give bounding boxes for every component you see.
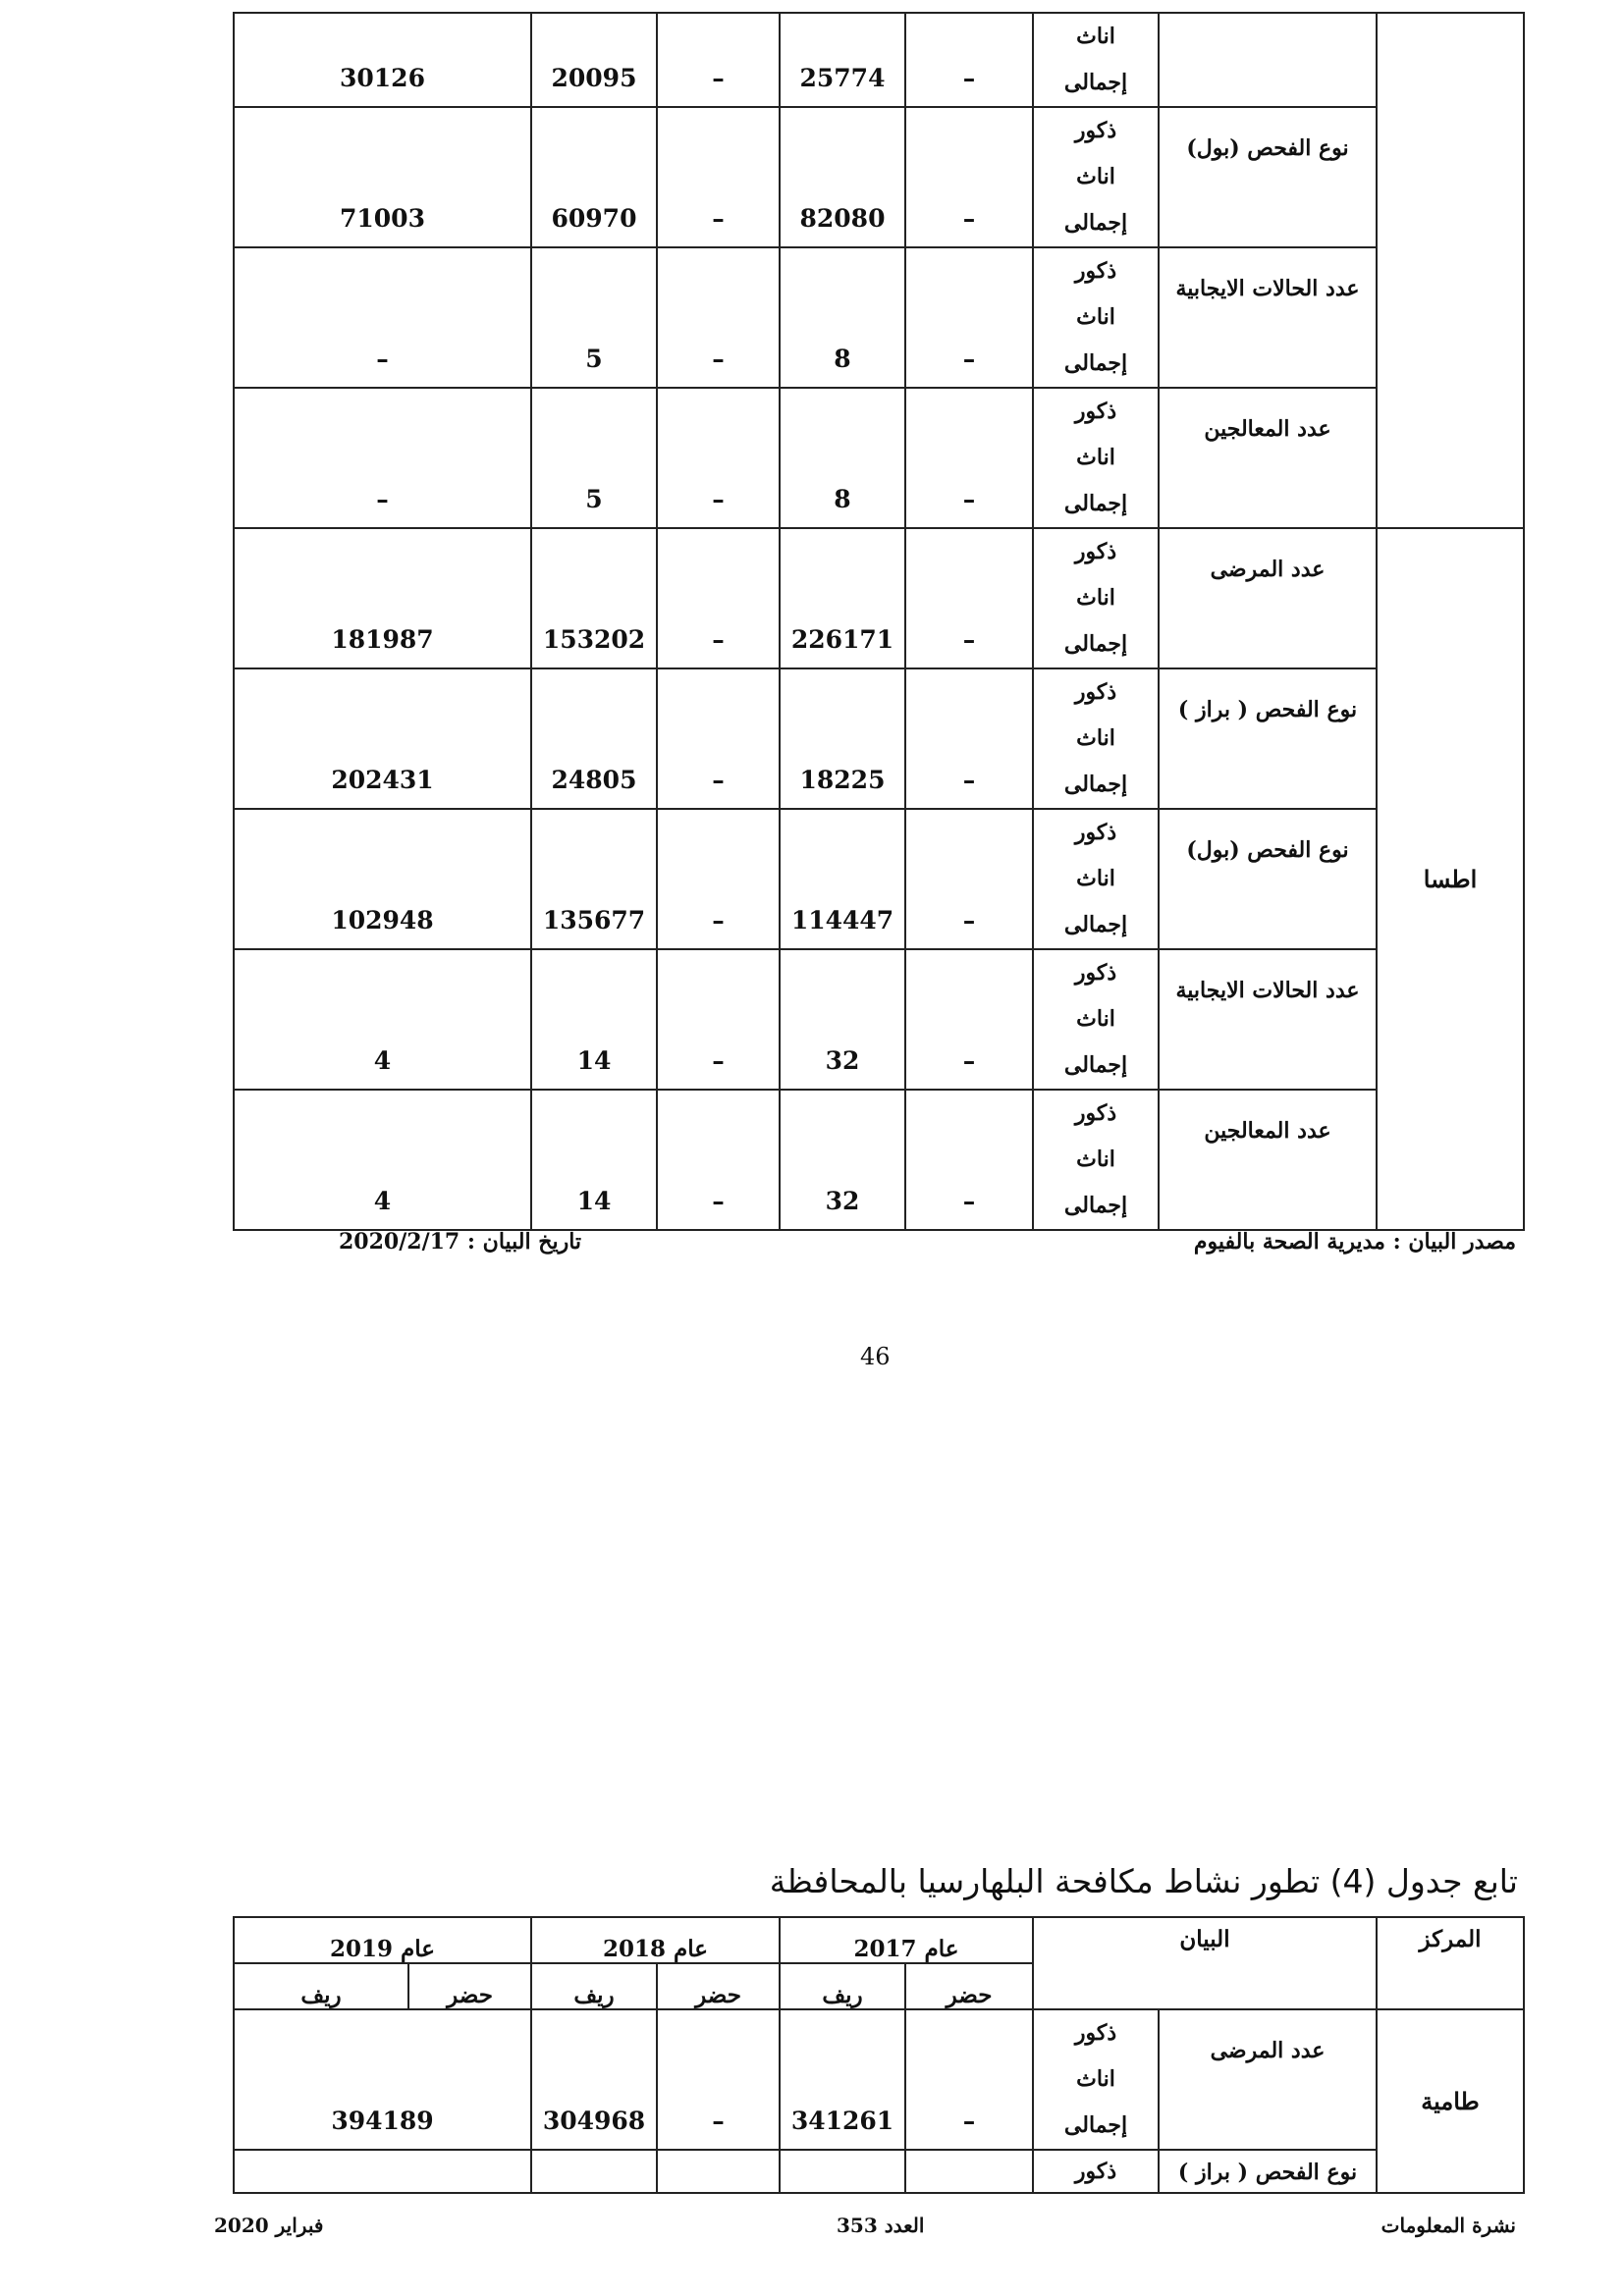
table-row [234,1090,1524,1230]
value-cell: – [657,1090,780,1230]
gender-label: اناث [1076,445,1115,470]
row-desc: نوع الفحص (بول) [1159,107,1377,247]
gender-label: إجمالى [1063,772,1128,797]
gender-label: اناث [1076,304,1115,330]
value-cell: – [905,809,1033,949]
row-desc: عدد المعالجين [1159,388,1377,528]
row-desc [1159,13,1377,107]
bottom-data-table [233,1916,1525,2194]
gender-labels [1033,1090,1159,1230]
value-cell: 24805 [531,668,657,809]
row-desc: نوع الفحص (بول) [1159,809,1377,949]
footer-issue: العدد 353 [837,2214,925,2237]
value-cell: 30126 [234,13,531,107]
value-cell: 226171 [780,528,905,668]
value-cell: 181987 [234,528,531,668]
gender-labels [1033,528,1159,668]
value-cell: – [905,1090,1033,1230]
table-row [234,668,1524,809]
gender-label: اناث [1076,24,1115,49]
table-row [234,528,1524,668]
value-cell: – [905,388,1033,528]
gender-label: اناث [1076,866,1115,891]
header-year-2018: عام 2018 [531,1917,780,1963]
gender-male: ذكور [1033,2150,1159,2193]
header-rural-2017: ريف [780,1963,905,2009]
value-cell: – [905,949,1033,1090]
value-cell: 135677 [531,809,657,949]
footer-bulletin: نشرة المعلومات [1380,2214,1516,2237]
gender-male: ذكور [1074,2020,1117,2046]
gender-label: إجمالى [1063,631,1128,657]
top-data-table [233,12,1525,1231]
gender-labels [1033,949,1159,1090]
gender-label: إجمالى [1063,1193,1128,1218]
center-cell-continued [1377,13,1524,528]
row-desc: عدد الحالات الايجابية [1159,949,1377,1090]
value-cell: 394189 [234,2009,531,2150]
row-desc: عدد الحالات الايجابية [1159,247,1377,388]
gender-labels [1033,107,1159,247]
gender-label: ذكور [1074,118,1117,143]
value-cell: 32 [780,949,905,1090]
value-cell: – [657,388,780,528]
footer-date: فبراير 2020 [214,2214,324,2237]
value-cell: – [657,528,780,668]
header-rural-2018: ريف [531,1963,657,2009]
value-cell: 341261 [780,2009,905,2150]
value-cell: 114447 [780,809,905,949]
value-cell: 4 [234,949,531,1090]
value-cell: 5 [531,388,657,528]
table-row [234,949,1524,1090]
center-etsa: اطسا [1377,528,1524,1230]
gender-total: إجمالى [1063,2112,1128,2138]
value-cell: 202431 [234,668,531,809]
source-note: مصدر البيان : مديرية الصحة بالفيوم [1193,1229,1516,1255]
header-rural-2019: ريف [234,1963,408,2009]
gender-label: اناث [1076,1006,1115,1032]
value-cell: 82080 [780,107,905,247]
gender-label: ذكور [1074,960,1117,986]
gender-label: ذكور [1074,679,1117,705]
gender-label: ذكور [1074,399,1117,424]
center-tamia: طامية [1377,2009,1524,2193]
value-cell: 60970 [531,107,657,247]
value-cell: – [657,2009,780,2150]
header-urban-2019: حضر [408,1963,531,2009]
value-cell: 71003 [234,107,531,247]
value-cell: – [905,247,1033,388]
gender-label: اناث [1076,725,1115,751]
header-statement: البيان [1033,1917,1377,2009]
gender-label: إجمالى [1063,491,1128,516]
page-number: 46 [860,1343,891,1370]
row-desc: نوع الفحص ( براز ) [1159,2150,1377,2193]
value-cell: – [905,528,1033,668]
value-cell: – [234,247,531,388]
row-desc: عدد المرضى [1159,528,1377,668]
value-cell: 5 [531,247,657,388]
value-cell: 102948 [234,809,531,949]
value-cell: 8 [780,388,905,528]
gender-label: اناث [1076,1147,1115,1172]
value-cell: – [905,2009,1033,2150]
gender-label: اناث [1076,585,1115,611]
value-cell: 14 [531,1090,657,1230]
gender-labels [1033,2009,1159,2150]
header-year-2017: عام 2017 [780,1917,1033,1963]
header-urban-2017: حضر [905,1963,1033,2009]
gender-labels [1033,388,1159,528]
gender-label: ذكور [1074,258,1117,284]
date-note: تاريخ البيان : 2020/2/17 [339,1229,582,1255]
value-cell: – [657,668,780,809]
gender-label: إجمالى [1063,70,1128,95]
header-urban-2018: حضر [657,1963,780,2009]
gender-label: إجمالى [1063,912,1128,937]
gender-label: اناث [1076,164,1115,189]
gender-label: ذكور [1074,820,1117,845]
gender-labels [1033,13,1159,107]
value-cell: 304968 [531,2009,657,2150]
value-cell: 8 [780,247,905,388]
table-row [234,247,1524,388]
gender-label: إجمالى [1063,350,1128,376]
header-center: المركز [1377,1917,1524,2009]
gender-labels [1033,668,1159,809]
value-cell: 14 [531,949,657,1090]
value-cell: – [234,388,531,528]
table-row [234,388,1524,528]
header-year-2019: عام 2019 [234,1917,531,1963]
gender-labels [1033,809,1159,949]
row-desc: عدد المعالجين [1159,1090,1377,1230]
gender-label: ذكور [1074,539,1117,564]
table-row [234,809,1524,949]
value-cell: 32 [780,1090,905,1230]
gender-label: إجمالى [1063,210,1128,236]
value-cell: – [657,13,780,107]
gender-female: اناث [1076,2066,1115,2092]
value-cell: – [657,247,780,388]
value-cell: 20095 [531,13,657,107]
value-cell: – [905,668,1033,809]
gender-labels [1033,247,1159,388]
gender-label: إجمالى [1063,1052,1128,1078]
value-cell: 18225 [780,668,905,809]
value-cell: – [905,13,1033,107]
value-cell: – [905,107,1033,247]
value-cell: 4 [234,1090,531,1230]
table-row [234,13,1524,107]
value-cell: – [657,949,780,1090]
value-cell: – [657,107,780,247]
table-row [234,107,1524,247]
second-table-title: تابع جدول (4) تطور نشاط مكافحة البلهارسيا بالمحافظة [769,1862,1518,1900]
value-cell: 153202 [531,528,657,668]
value-cell: – [657,809,780,949]
row-desc: نوع الفحص ( براز ) [1159,668,1377,809]
row-desc: عدد المرضى [1159,2009,1377,2150]
gender-label: ذكور [1074,1100,1117,1126]
value-cell: 25774 [780,13,905,107]
